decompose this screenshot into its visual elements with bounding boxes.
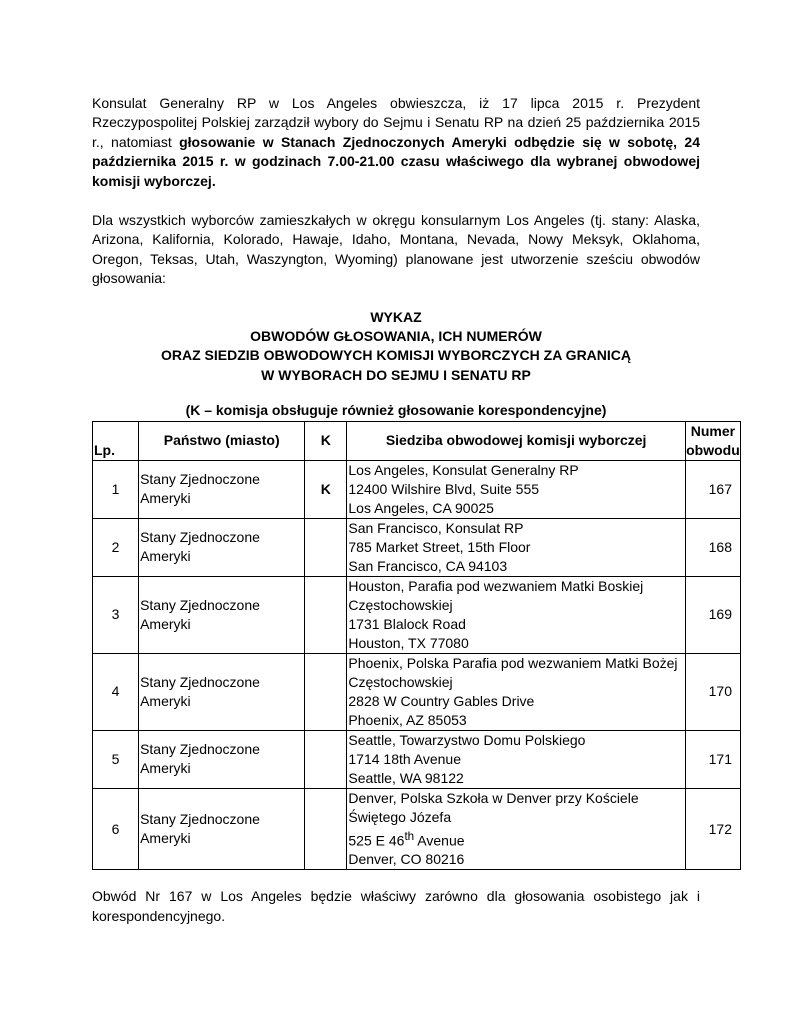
row-number: 169 <box>685 576 740 653</box>
intro-bold-text: głosowanie w Stanach Zjednoczonych Ameryki odbędzie się w sobotę, 24 października 2015 r. w godzinach 7.00-21.00 czasu właściwego dla wybranej obwodowej komisji wyborczej. <box>92 133 700 189</box>
seat-line: San Francisco, CA 94103 <box>348 557 508 574</box>
country-line: Stany Zjednoczone <box>140 596 260 613</box>
row-seat <box>347 518 686 576</box>
table-row <box>93 460 741 518</box>
country-line: Ameryki <box>140 548 191 565</box>
country-line: Stany Zjednoczone <box>140 811 260 828</box>
row-k <box>305 576 347 653</box>
row-lp: 6 <box>93 788 139 870</box>
seat-line: Denver, CO 80216 <box>348 851 465 868</box>
table-row <box>93 576 741 653</box>
country-line: Ameryki <box>140 760 191 777</box>
seat-line: Phoenix, AZ 85053 <box>348 711 467 728</box>
header-k: K <box>305 421 347 460</box>
seat-line: Seattle, WA 98122 <box>348 769 464 786</box>
seat-line: Denver, Polska Szkoła w Denver przy Kościele <box>348 789 639 806</box>
row-k <box>305 788 347 870</box>
row-number: 171 <box>685 730 740 788</box>
heading-line-1: WYKAZ <box>370 308 422 325</box>
row-country <box>139 460 305 518</box>
seat-line: Houston, Parafia pod wezwaniem Matki Boskiej <box>348 577 644 594</box>
seat-line: Świętego Józefa <box>348 808 452 825</box>
country-line: Stany Zjednoczone <box>140 673 260 690</box>
districts-table <box>92 421 741 871</box>
seat-line: Phoenix, Polska Parafia pod wezwaniem Matki Bożej <box>348 654 678 671</box>
table-header-row <box>93 421 741 460</box>
row-country <box>139 730 305 788</box>
country-line: Ameryki <box>140 830 191 847</box>
row-seat <box>347 576 686 653</box>
seat-line: 2828 W Country Gables Drive <box>348 692 535 709</box>
intro-paragraph <box>92 94 700 191</box>
heading-line-4: W WYBORACH DO SEJMU I SENATU RP <box>261 366 531 383</box>
seat-line: Los Angeles, CA 90025 <box>348 499 494 516</box>
country-line: Ameryki <box>140 692 191 709</box>
row-seat <box>347 653 686 730</box>
header-lp: Lp. <box>93 421 139 460</box>
seat-street-number: 525 E 46 <box>348 832 405 849</box>
row-lp: 4 <box>93 653 139 730</box>
header-number-line-2: obwodu <box>686 441 740 458</box>
seat-line: 1714 18th Avenue <box>348 750 462 767</box>
row-country <box>139 576 305 653</box>
row-number: 172 <box>685 788 740 870</box>
header-country: Państwo (miasto) <box>139 421 305 460</box>
seat-street-name: Avenue <box>414 832 465 849</box>
seat-line: Los Angeles, Konsulat Generalny RP <box>348 461 579 478</box>
header-seat: Siedziba obwodowej komisji wyborczej <box>347 421 686 460</box>
closing-paragraph: Obwód Nr 167 w Los Angeles będzie właściwy zarówno dla głosowania osobistego jak i korespondencyjnego. <box>92 888 700 924</box>
country-line: Ameryki <box>140 615 191 632</box>
row-k <box>305 730 347 788</box>
country-line: Stany Zjednoczone <box>140 471 260 488</box>
row-lp: 3 <box>93 576 139 653</box>
seat-line <box>348 827 685 851</box>
seat-line: Częstochowskiej <box>348 596 453 613</box>
row-k <box>305 653 347 730</box>
table-row <box>93 730 741 788</box>
row-k <box>305 518 347 576</box>
row-seat <box>347 788 686 870</box>
heading-line-2: OBWODÓW GŁOSOWANIA, ICH NUMERÓW <box>250 328 542 345</box>
row-lp: 1 <box>93 460 139 518</box>
seat-line: San Francisco, Konsulat RP <box>348 519 524 536</box>
seat-line: Seattle, Towarzystwo Domu Polskiego <box>348 731 586 748</box>
list-heading <box>92 308 700 386</box>
country-line: Stany Zjednoczone <box>140 529 260 546</box>
row-seat <box>347 460 686 518</box>
row-number: 170 <box>685 653 740 730</box>
row-country <box>139 788 305 870</box>
heading-line-3: ORAZ SIEDZIB OBWODOWYCH KOMISJI WYBORCZYCH ZA GRANICĄ <box>160 347 632 364</box>
row-number: 168 <box>685 518 740 576</box>
seat-line: 12400 Wilshire Blvd, Suite 555 <box>348 480 540 497</box>
intro-text: Konsulat Generalny RP w Los Angeles obwieszcza, iż 17 lipca 2015 r. Prezydent Rzeczypospolitej Polskiej zarządził wybory do Sejmu i Senatu RP na dzień 25 października 2015 r., natomiast <box>92 95 700 150</box>
row-lp: 5 <box>93 730 139 788</box>
row-country <box>139 518 305 576</box>
seat-line: Houston, TX 77080 <box>348 634 469 651</box>
table-row <box>93 653 741 730</box>
document-page <box>92 94 740 926</box>
seat-line: Częstochowskiej <box>348 673 453 690</box>
seat-line: 1731 Blalock Road <box>348 615 466 632</box>
legend-note: (K – komisja obsługuje również głosowanie korespondencyjne) <box>185 402 607 419</box>
row-number: 167 <box>685 460 740 518</box>
row-country <box>139 653 305 730</box>
seat-line: 785 Market Street, 15th Floor <box>348 538 531 555</box>
table-row <box>93 788 741 870</box>
scope-paragraph: Dla wszystkich wyborców zamieszkałych w okręgu konsularnym Los Angeles (tj. stany: Alaska, Arizona, Kalifornia, Kolorado, Hawaje, Idaho, Montana, Nevada, Nowy Meksyk, Oklahoma, Oregon, Teksas, Utah, Waszyngton, Wyoming) planowane jest utworzenie sześciu obwodów głosowania: <box>92 212 700 287</box>
country-line: Ameryki <box>140 490 191 507</box>
table-row <box>93 518 741 576</box>
row-lp: 2 <box>93 518 139 576</box>
header-number <box>685 421 740 460</box>
row-seat <box>347 730 686 788</box>
row-k: K <box>305 460 347 518</box>
ordinal-suffix: th <box>404 829 415 843</box>
country-line: Stany Zjednoczone <box>140 741 260 758</box>
header-number-line-1: Numer <box>690 422 736 439</box>
